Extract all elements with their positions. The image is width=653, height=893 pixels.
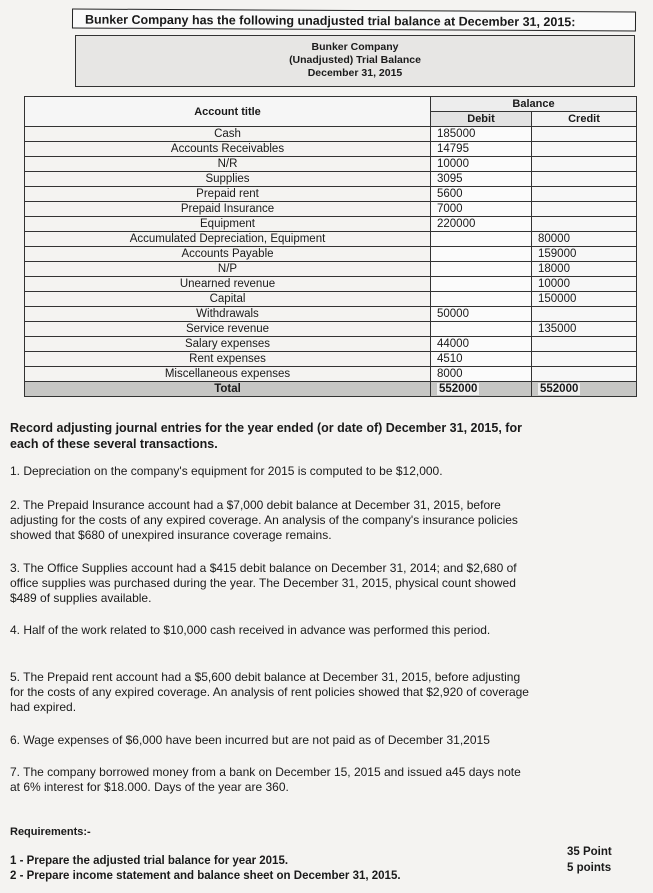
- company-name: Bunker Company: [311, 41, 399, 53]
- table-row: [25, 157, 637, 172]
- credit-cell: [532, 352, 637, 367]
- trial-balance-table: [24, 96, 637, 397]
- requirement-1: 1 - Prepare the adjusted trial balance for year 2015.: [10, 855, 289, 867]
- debit-cell: [431, 292, 532, 307]
- debit-cell: [431, 247, 532, 262]
- total-label: Total: [25, 382, 431, 397]
- account-cell: Accounts Receivables: [25, 142, 431, 157]
- account-cell: Withdrawals: [25, 307, 431, 322]
- table-row: [25, 217, 637, 232]
- requirement-1-points: 35 Point: [567, 846, 612, 858]
- transaction-5: 5. The Prepaid rent account had a $5,600 debit balance at December 31, 2015, before adjusting for the costs of any expired coverage. An analysis of rent policies showed that $2,920 of coverage had expired.: [10, 670, 529, 714]
- transaction-2: 2. The Prepaid Insurance account had a $7,000 debit balance at December 31, 2015, before adjusting for the costs of any expired coverage. An analysis of the company's insurance policies showed that $680 of unexpired insurance coverage remains.: [10, 498, 518, 542]
- transaction-6: 6. Wage expenses of $6,000 have been incurred but are not paid as of December 31,2015: [10, 733, 490, 747]
- total-row: [25, 382, 637, 397]
- debit-cell: 50000: [431, 307, 532, 322]
- debit-cell: [431, 232, 532, 247]
- statement-subtitle: (Unadjusted) Trial Balance: [289, 54, 421, 66]
- debit-cell: [431, 277, 532, 292]
- debit-cell: 8000: [431, 367, 532, 382]
- statement-date: December 31, 2015: [307, 67, 403, 79]
- balance-header: Balance: [431, 97, 637, 112]
- credit-cell: 150000: [532, 292, 637, 307]
- credit-cell: [532, 337, 637, 352]
- transaction-1: 1. Depreciation on the company's equipment for 2015 is computed to be $12,000.: [10, 464, 443, 478]
- debit-cell: 220000: [431, 217, 532, 232]
- credit-cell: 159000: [532, 247, 637, 262]
- account-cell: N/P: [25, 262, 431, 277]
- credit-cell: 18000: [532, 262, 637, 277]
- requirement-2-points: 5 points: [567, 862, 612, 874]
- transaction-3: 3. The Office Supplies account had a $415 debit balance on December 31, 2014; and $2,680 of office supplies was purchased during the year. The December 31, 2015, physical count showed $489 of supplies available.: [10, 561, 517, 605]
- debit-cell: 7000: [431, 202, 532, 217]
- credit-cell: 10000: [532, 277, 637, 292]
- debit-cell: [431, 262, 532, 277]
- transaction-4: 4. Half of the work related to $10,000 cash received in advance was performed this period.: [10, 623, 491, 637]
- table-row: [25, 337, 637, 352]
- debit-cell: 3095: [431, 172, 532, 187]
- total-debit: 552000: [439, 383, 478, 395]
- table-row: [25, 232, 637, 247]
- credit-cell: [532, 157, 637, 172]
- table-row: [25, 172, 637, 187]
- account-cell: Salary expenses: [25, 337, 431, 352]
- account-cell: Rent expenses: [25, 352, 431, 367]
- debit-cell: 44000: [431, 337, 532, 352]
- instructions-text: Record adjusting journal entries for the year ended (or date of) December 31, 2015, for each of these several transactions.: [10, 421, 522, 451]
- credit-header: Credit: [532, 112, 637, 127]
- credit-cell: [532, 367, 637, 382]
- table-row: [25, 127, 637, 142]
- table-row: [25, 352, 637, 367]
- credit-cell: [532, 172, 637, 187]
- table-row: [25, 292, 637, 307]
- debit-header: Debit: [431, 112, 532, 127]
- account-cell: Capital: [25, 292, 431, 307]
- problem-header-text: Bunker Company has the following unadjusted trial balance at December 31, 2015:: [84, 12, 576, 30]
- account-cell: Supplies: [25, 172, 431, 187]
- table-row: [25, 142, 637, 157]
- credit-cell: 135000: [532, 322, 637, 337]
- company-heading: [75, 35, 635, 87]
- table-row: [25, 277, 637, 292]
- credit-cell: [532, 307, 637, 322]
- transaction-7: 7. The company borrowed money from a bank on December 15, 2015 and issued a45 days note at 6% interest for $18.000. Days of the year are 360.: [10, 765, 521, 794]
- account-cell: Service revenue: [25, 322, 431, 337]
- credit-cell: [532, 217, 637, 232]
- credit-cell: [532, 142, 637, 157]
- debit-cell: 4510: [431, 352, 532, 367]
- account-cell: Equipment: [25, 217, 431, 232]
- total-credit: 552000: [540, 383, 579, 395]
- table-row: [25, 247, 637, 262]
- table-row: [25, 262, 637, 277]
- account-cell: N/R: [25, 157, 431, 172]
- account-cell: Cash: [25, 127, 431, 142]
- debit-cell: 10000: [431, 157, 532, 172]
- problem-header: [72, 9, 636, 32]
- requirement-2: 2 - Prepare income statement and balance sheet on December 31, 2015.: [10, 870, 401, 882]
- account-title-header: Account title: [25, 97, 431, 127]
- table-row: [25, 322, 637, 337]
- account-cell: Prepaid Insurance: [25, 202, 431, 217]
- credit-cell: [532, 187, 637, 202]
- account-cell: Accounts Payable: [25, 247, 431, 262]
- credit-cell: [532, 202, 637, 217]
- table-row: [25, 187, 637, 202]
- account-cell: Miscellaneous expenses: [25, 367, 431, 382]
- account-cell: Prepaid rent: [25, 187, 431, 202]
- table-row: [25, 307, 637, 322]
- debit-cell: [431, 322, 532, 337]
- table-row: [25, 202, 637, 217]
- credit-cell: [532, 127, 637, 142]
- debit-cell: 5600: [431, 187, 532, 202]
- debit-cell: 14795: [431, 142, 532, 157]
- account-cell: Accumulated Depreciation, Equipment: [25, 232, 431, 247]
- requirements-label: Requirements:-: [10, 826, 91, 838]
- account-cell: Unearned revenue: [25, 277, 431, 292]
- table-row: [25, 367, 637, 382]
- credit-cell: 80000: [532, 232, 637, 247]
- debit-cell: 185000: [431, 127, 532, 142]
